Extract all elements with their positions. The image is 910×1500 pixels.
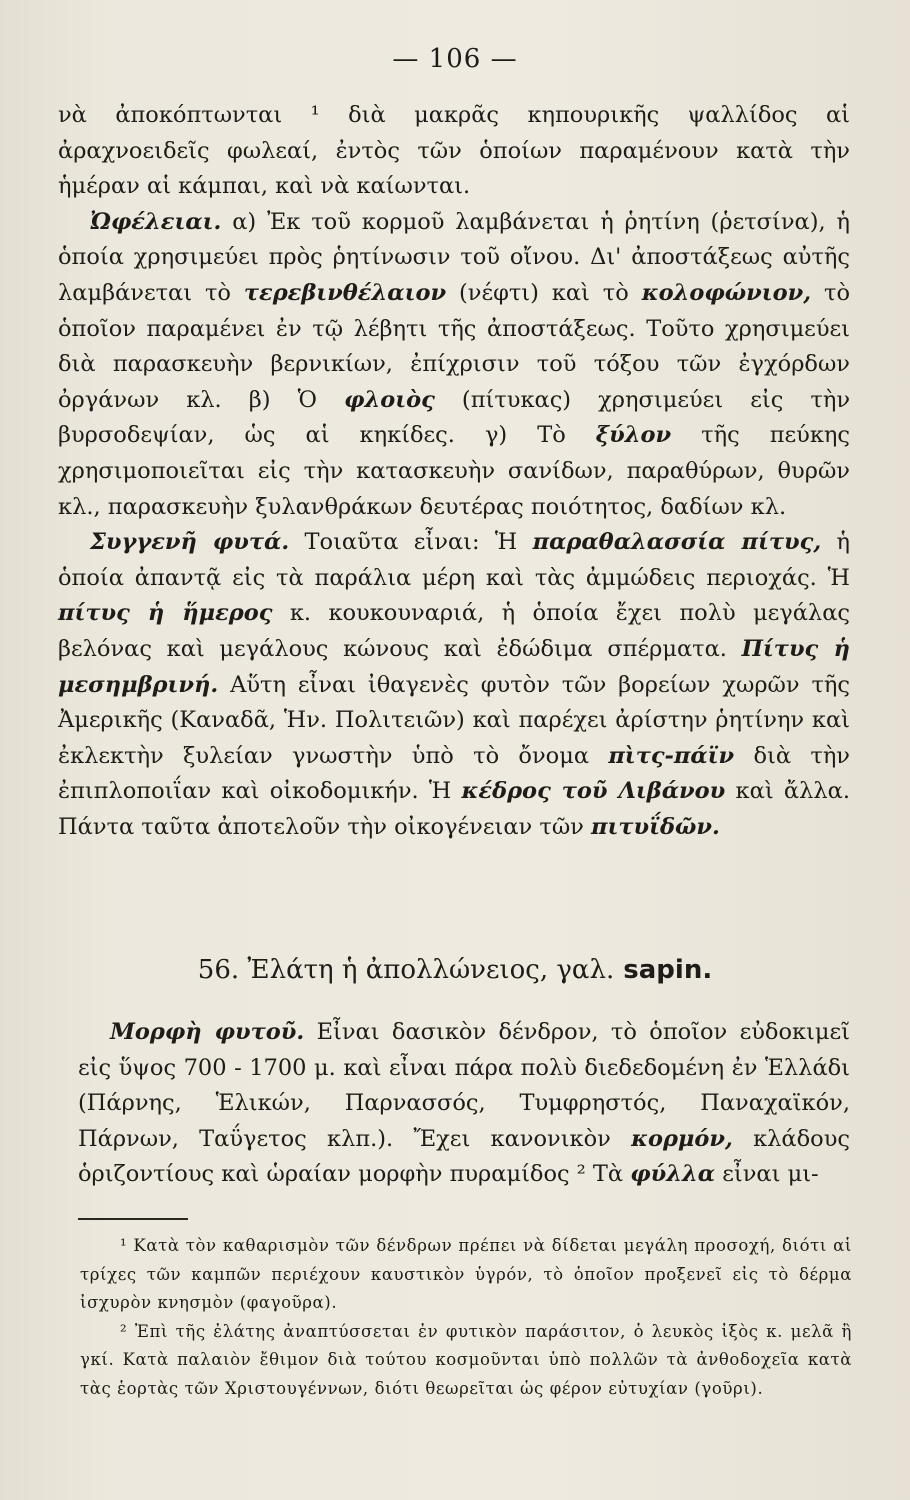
benefits-text-1: α) Ἐκ τοῦ κορμοῦ λαμβάνεται ἡ ῥητίνη (ῥετσίνα), ἡ ὁποία χρησιμεύει πρὸς ῥητίνωσιν τοῦ οἴνου. Δι' ἀποστάξεως αὐτῆς λαμβάνεται τὸ <box>58 208 850 306</box>
section-title-greek: Ἐλάτη ἡ ἀπολλώνειος, <box>239 955 549 985</box>
plant-form-text-3: εἶναι μι- <box>715 1161 819 1188</box>
section-title-latin: sapin. <box>614 955 713 985</box>
related-plants-label: Συγγενῆ φυτά. <box>90 529 290 556</box>
benefits-text-4: (πίτυκας) χρησιμεύει εἰς τὴν βυρσοδεψίαν, ὡς αἱ κηκίδες. γ) Τὸ <box>58 386 851 449</box>
main-text-block <box>58 98 850 845</box>
paragraph-related-plants <box>58 525 850 845</box>
term-pitch-pine: πὶτς-πάϊν <box>608 742 735 769</box>
term-trunk: κορμόν, <box>631 1125 733 1152</box>
term-pinaceae: πιτυΐδῶν. <box>591 813 720 840</box>
footnote-2: ² Ἐπὶ τῆς ἐλάτης ἀναπτύσσεται ἐν φυτικὸν παράσιτον, ὁ λευκὸς ἰξὸς κ. μελᾶ ἢ γκί. Κατὰ παλαιὸν ἔθιμον διὰ τούτου κοσμοῦνται ὑπὸ πολλῶν τὰ ἀνθοδοχεῖα κατὰ τὰς ἑορτὰς τῶν Χριστουγέννων, διότι θεωρεῖται ὡς φέρον εὐτυχίαν (γοῦρι). <box>80 1321 852 1398</box>
term-cedar-of-lebanon: κέδρος τοῦ Λιβάνου <box>461 778 726 805</box>
related-text-4: Αὕτη εἶναι ἰθαγενὲς φυτὸν τῶν βορείων χωρῶν τῆς Ἀμερικῆς (Καναδᾶ, Ἡν. Πολιτειῶν) καὶ παρέχει ἀρίστην ῥητίνην καὶ ἐκλεκτὴν ξυλείαν γνωστὴν ὑπὸ τὸ ὄνομα <box>58 671 850 769</box>
page-number: — 106 — <box>392 44 518 74</box>
section-text-block <box>78 1015 850 1193</box>
term-stone-pine: πίτυς ἡ ἥμερος <box>58 600 273 627</box>
benefits-label: Ὠφέλειαι. <box>90 208 222 235</box>
section-heading <box>0 955 910 985</box>
footnote-divider <box>78 1218 188 1220</box>
related-text-1: Τοιαῦτα εἶναι: Ἡ <box>289 529 533 556</box>
section-title-gal: γαλ. <box>548 955 615 985</box>
paragraph-plant-form <box>78 1015 850 1193</box>
plant-form-label: Μορφὴ φυτοῦ. <box>110 1019 305 1045</box>
plant-form-text-2: κλάδους ὁριζοντίους καὶ ὡραίαν μορφὴν πυραμίδος ² Τὰ <box>78 1125 850 1188</box>
benefits-text-2: (νέφτι) καὶ τὸ <box>446 279 642 306</box>
benefits-text-5: τῆς πεύκης χρησιμοποιεῖται εἰς τὴν κατασκευὴν σανίδων, παραθύρων, θυρῶν κλ., παρασκευὴν ξυλανθράκων δευτέρας ποιότητος, δαδίων κλ. <box>58 422 850 520</box>
footnotes-block <box>80 1232 852 1403</box>
term-wood: ξύλον <box>595 422 672 449</box>
section-number: 56. <box>197 955 240 985</box>
term-turpentine: τερεβινθέλαιον <box>243 279 447 306</box>
related-text-2: ἡ ὁποία ἀπαντᾷ εἰς τὰ παράλια μέρη καὶ τὰς ἀμμώδεις περιοχάς. Ἡ <box>58 529 851 591</box>
benefits-text-3: τὸ ὁποῖον παραμένει ἐν τῷ λέβητι τῆς ἀποστάξεως. Τοῦτο χρησιμεύει διὰ παρασκευὴν βερνικίων, ἐπίχρισιν τοῦ τόξου τῶν ἐγχόρδων ὀργάνων κλ. β) Ὁ <box>58 279 850 413</box>
term-colophony: κολοφώνιον, <box>641 279 812 306</box>
related-text-6: καὶ ἄλλα. Πάντα ταῦτα ἀποτελοῦν τὴν οἰκογένειαν τῶν <box>58 778 850 840</box>
footnote-1: ¹ Κατὰ τὸν καθαρισμὸν τῶν δένδρων πρέπει νὰ δίδεται μεγάλη προσοχή, διότι αἱ τρίχες τῶν καμπῶν περιέχουν καυστικὸν ὑγρόν, τὸ ὁποῖον προξενεῖ εἰς τὸ δέρμα ἰσχυρὸν κνησμὸν (φαγοῦρα). <box>80 1236 852 1312</box>
paragraph-caterpillar-removal: νὰ ἀποκόπτωνται ¹ διὰ μακρᾶς κηπουρικῆς ψαλλίδος αἱ ἀραχνοειδεῖς φωλεαί, ἐντὸς τῶν ὁποίων παραμένουν κατὰ τὴν ἡμέραν αἱ κάμπαι, καὶ νὰ καίωνται. <box>58 102 850 200</box>
paragraph-benefits <box>58 205 850 525</box>
related-text-5: διὰ τὴν ἐπιπλοποιΐαν καὶ οἰκοδομικήν. Ἡ <box>58 742 850 805</box>
related-text-3: κ. κουκουναριά, ἡ ὁποία ἔχει πολὺ μεγάλας βελόνας καὶ μεγάλους κώνους καὶ ἐδώδιμα σπέρματα. <box>58 600 850 662</box>
term-leaves: φύλλα <box>630 1161 716 1188</box>
term-maritime-pine: παραθαλασσία πίτυς, <box>532 529 822 556</box>
term-bark: φλοιὸς <box>344 386 435 413</box>
term-southern-pine: Πίτυς ἡ μεσημβρινή. <box>58 635 850 698</box>
plant-form-text-1: Εἶναι δασικὸν δένδρον, τὸ ὁποῖον εὐδοκιμεῖ εἰς ὕψος 700 - 1700 μ. καὶ εἶναι πάρα πολὺ διεδεδομένη ἐν Ἑλλάδι (Πάρνης, Ἑλικών, Παρνασσός, Τυμφρηστός, Παναχαϊκόν, Πάρνων, Ταΰγετος κλπ.). Ἔχει κανονικὸν <box>78 1019 850 1152</box>
